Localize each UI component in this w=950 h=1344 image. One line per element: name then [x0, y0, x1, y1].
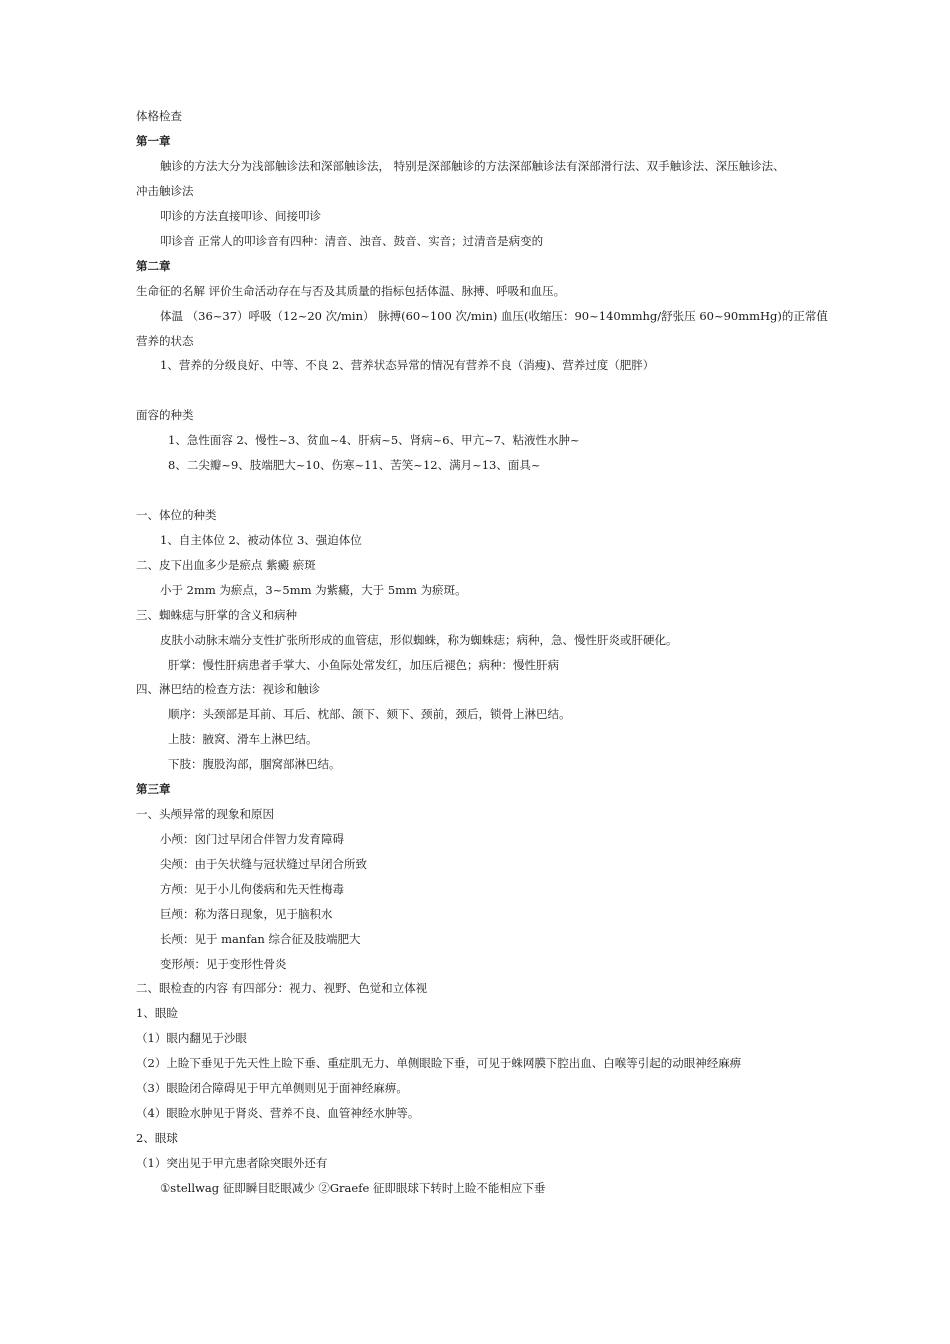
text-line: 一、体位的种类 — [136, 508, 217, 522]
doc-title: 体格检查 — [136, 109, 182, 123]
text-line: 营养的状态 — [136, 334, 194, 348]
text-line: 8、二尖瓣~9、肢端肥大~10、伤寒~11、苦笑~12、满月~13、面具~ — [168, 458, 541, 472]
text-line: 变形颅：见于变形性骨炎 — [160, 957, 287, 971]
text-line: 三、蜘蛛痣与肝掌的含义和病种 — [136, 608, 297, 622]
text-line: （1）眼内翻见于沙眼 — [136, 1031, 247, 1045]
text-line: 尖颅：由于矢状缝与冠状缝过早闭合所致 — [160, 857, 367, 871]
text-line: 上肢：腋窝、滑车上淋巴结。 — [168, 732, 318, 746]
chapter-heading: 第二章 — [136, 259, 171, 273]
text-line: 1、营养的分级良好、中等、不良 2、营养状态异常的情况有营养不良（消瘦)、营养过度（肥胖） — [160, 358, 655, 372]
chapter-heading: 第一章 — [136, 134, 171, 148]
text-line: （1）突出见于甲亢患者除突眼外还有 — [136, 1156, 328, 1170]
text-line: 肝掌：慢性肝病患者手掌大、小鱼际处常发红，加压后褪色；病种：慢性肝病 — [168, 658, 559, 672]
text-line: 1、急性面容 2、慢性~3、贫血~4、肝病~5、肾病~6、甲亢~7、粘液性水肿~ — [168, 433, 580, 447]
text-line: 冲击触诊法 — [136, 184, 194, 198]
text-line: 生命征的名解 评价生命活动存在与否及其质量的指标包括体温、脉搏、呼吸和血压。 — [136, 284, 566, 298]
text-line: 二、眼检查的内容 有四部分：视力、视野、色觉和立体视 — [136, 981, 428, 995]
text-line: 巨颅：称为落日现象，见于脑积水 — [160, 907, 333, 921]
text-line: 四、淋巴结的检查方法：视诊和触诊 — [136, 682, 320, 696]
text-line: （3）眼睑闭合障碍见于甲亢单侧则见于面神经麻痹。 — [136, 1081, 408, 1095]
text-line: 叩诊的方法直接叩诊、间接叩诊 — [160, 209, 321, 223]
text-line: 顺序：头颈部是耳前、耳后、枕部、颌下、颏下、颈前，颈后，锁骨上淋巴结。 — [168, 707, 571, 721]
text-line: 下肢：腹股沟部，腘窝部淋巴结。 — [168, 757, 341, 771]
text-line: 面容的种类 — [136, 408, 194, 422]
text-line: （2）上睑下垂见于先天性上睑下垂、重症肌无力、单侧眼睑下垂，可见于蛛网膜下腔出血、白喉等引起的动眼神经麻痹 — [136, 1056, 742, 1070]
chapter-heading: 第三章 — [136, 782, 171, 796]
text-line: （4）眼睑水肿见于肾炎、营养不良、血管神经水肿等。 — [136, 1106, 420, 1120]
text-line: 1、眼睑 — [136, 1006, 178, 1020]
text-line: ①stellwag 征即瞬目眨眼减少 ②Graefe 征即眼球下转时上睑不能相应下垂 — [160, 1181, 546, 1195]
text-line: 小颅：囟门过早闭合伴智力发育障碍 — [160, 832, 344, 846]
text-line: 叩诊音 正常人的叩诊音有四种：清音、浊音、鼓音、实音；过清音是病变的 — [160, 234, 544, 248]
text-line: 二、皮下出血多少是瘀点 紫癜 瘀斑 — [136, 558, 316, 572]
text-line: 皮肤小动脉末端分支性扩张所形成的血管痣，形似蜘蛛，称为蜘蛛痣；病种，急、慢性肝炎或肝硬化。 — [160, 633, 678, 647]
text-line: 长颅：见于 manfan 综合征及肢端肥大 — [160, 932, 361, 946]
text-line: 触诊的方法大分为浅部触诊法和深部触诊法， 特别是深部触诊的方法深部触诊法有深部滑行法、双手触诊法、深压触诊法、 — [160, 159, 785, 173]
text-line: 一、头颅异常的现象和原因 — [136, 807, 274, 821]
text-line: 小于 2mm 为瘀点，3~5mm 为紫癜，大于 5mm 为瘀斑。 — [160, 583, 467, 597]
text-line: 1、自主体位 2、被动体位 3、强迫体位 — [160, 533, 362, 547]
text-line: 方颅：见于小儿佝偻病和先天性梅毒 — [160, 882, 344, 896]
text-line: 体温 （36~37）呼吸（12~20 次/min） 脉搏(60~100 次/min) 血压(收缩压：90~140mmhg/舒张压 60~90mmHg)的正常值 — [160, 309, 828, 323]
text-line: 2、眼球 — [136, 1131, 178, 1145]
